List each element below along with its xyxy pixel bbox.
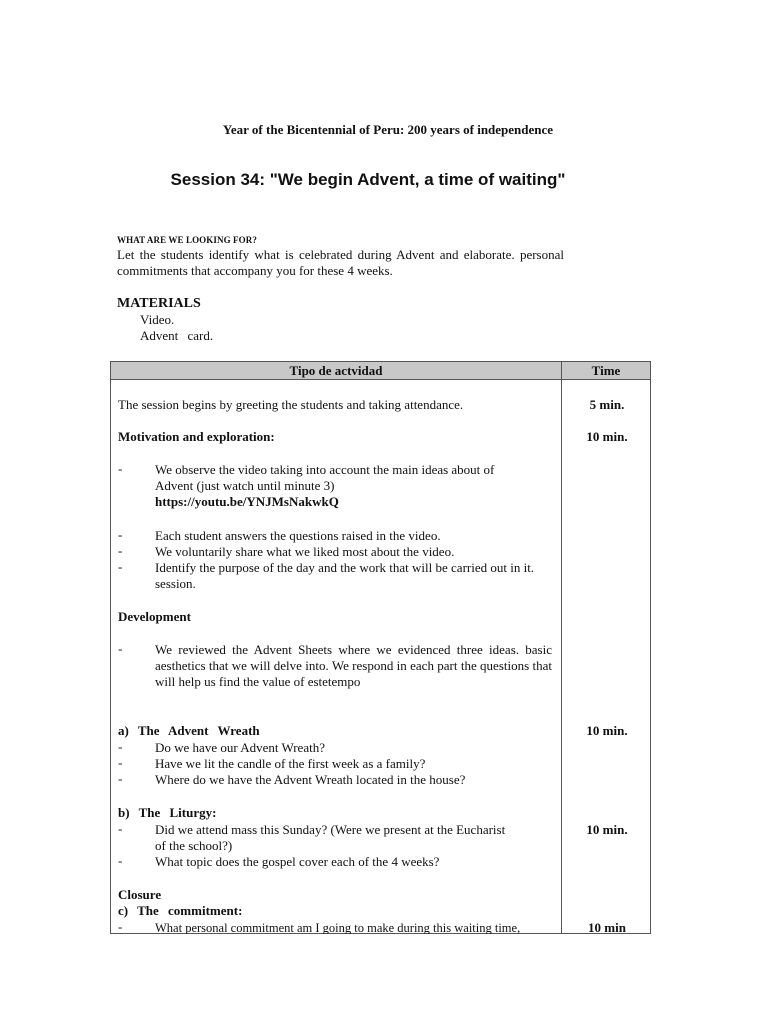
motivation-bullet-share: We voluntarily share what we liked most about the video. — [155, 544, 455, 559]
commitment-heading: c) The commitment: — [118, 903, 243, 918]
liturgy-bullet-gospel: What topic does the gospel cover each of the 4 weeks? — [155, 854, 440, 869]
bullet-dash: - — [118, 461, 123, 476]
header-activity: Tipo de actvidad — [289, 363, 383, 378]
bullet-dash: - — [118, 821, 123, 836]
wreath-bullet-have: Do we have our Advent Wreath? — [155, 740, 325, 755]
greeting-time: 5 min. — [589, 397, 625, 412]
materials-heading: MATERIALS — [117, 296, 201, 311]
bullet-dash: - — [118, 739, 123, 754]
bullet-dash: - — [118, 771, 123, 786]
motivation-time: 10 min. — [586, 429, 628, 444]
bullet-dash: - — [118, 919, 123, 934]
wreath-heading: a) The Advent Wreath — [118, 723, 260, 738]
greeting-text: The session begins by greeting the students and taking attendance. — [118, 397, 464, 412]
wreath-bullet-location: Where do we have the Advent Wreath located in the house? — [155, 772, 466, 787]
looking-for-text: Let the students identify what is celebrated during Advent and elaborate. personal commitments that accompany you for these 4 weeks. — [117, 247, 564, 278]
liturgy-bullet-mass: Did we attend mass this Sunday? (Were we present at the Eucharist of the school?) — [155, 822, 506, 853]
closure-time: 10 min — [588, 920, 626, 935]
liturgy-time: 10 min. — [586, 822, 628, 837]
bullet-dash: - — [118, 527, 123, 542]
video-link[interactable]: https://youtu.be/YNJMsNakwkQ — [155, 494, 339, 509]
looking-for-heading: WHAT ARE WE LOOKING FOR? — [117, 235, 257, 245]
column-divider — [561, 362, 562, 933]
motivation-bullet-video: We observe the video taking into account the main ideas about of Advent (just watch until minute 3) — [155, 462, 495, 493]
commitment-bullet: What personal commitment am I going to make during this waiting time, — [155, 921, 521, 934]
bullet-dash: - — [118, 543, 123, 558]
table-header — [111, 362, 650, 380]
bullet-dash: - — [118, 853, 123, 868]
motivation-bullet-answers: Each student answers the questions raised in the video. — [155, 528, 441, 543]
liturgy-heading: b) The Liturgy: — [118, 805, 217, 820]
material-item-advent-card: Advent card. — [140, 328, 214, 343]
wreath-bullet-candle: Have we lit the candle of the first week as a family? — [155, 756, 426, 771]
wreath-time: 10 min. — [586, 723, 628, 738]
bullet-dash: - — [118, 641, 123, 656]
header-time: Time — [591, 363, 621, 378]
development-bullet: We reviewed the Advent Sheets where we evidenced three ideas. basic aesthetics that we will delve into. We respond in each part the questions that will help us find the value of estetempo — [155, 642, 552, 689]
bullet-dash: - — [118, 559, 123, 574]
bullet-dash: - — [118, 755, 123, 770]
activity-table — [110, 361, 651, 934]
closure-heading: Closure — [118, 887, 162, 902]
development-heading: Development — [118, 609, 191, 624]
material-item-video: Video. — [140, 312, 175, 327]
motivation-heading: Motivation and exploration: — [118, 429, 275, 444]
motivation-bullet-purpose: Identify the purpose of the day and the work that will be carried out in it. session. — [155, 560, 535, 591]
session-title: Session 34: "We begin Advent, a time of waiting" — [170, 170, 566, 189]
bicentennial-header: Year of the Bicentennial of Peru: 200 years of independence — [222, 122, 554, 137]
